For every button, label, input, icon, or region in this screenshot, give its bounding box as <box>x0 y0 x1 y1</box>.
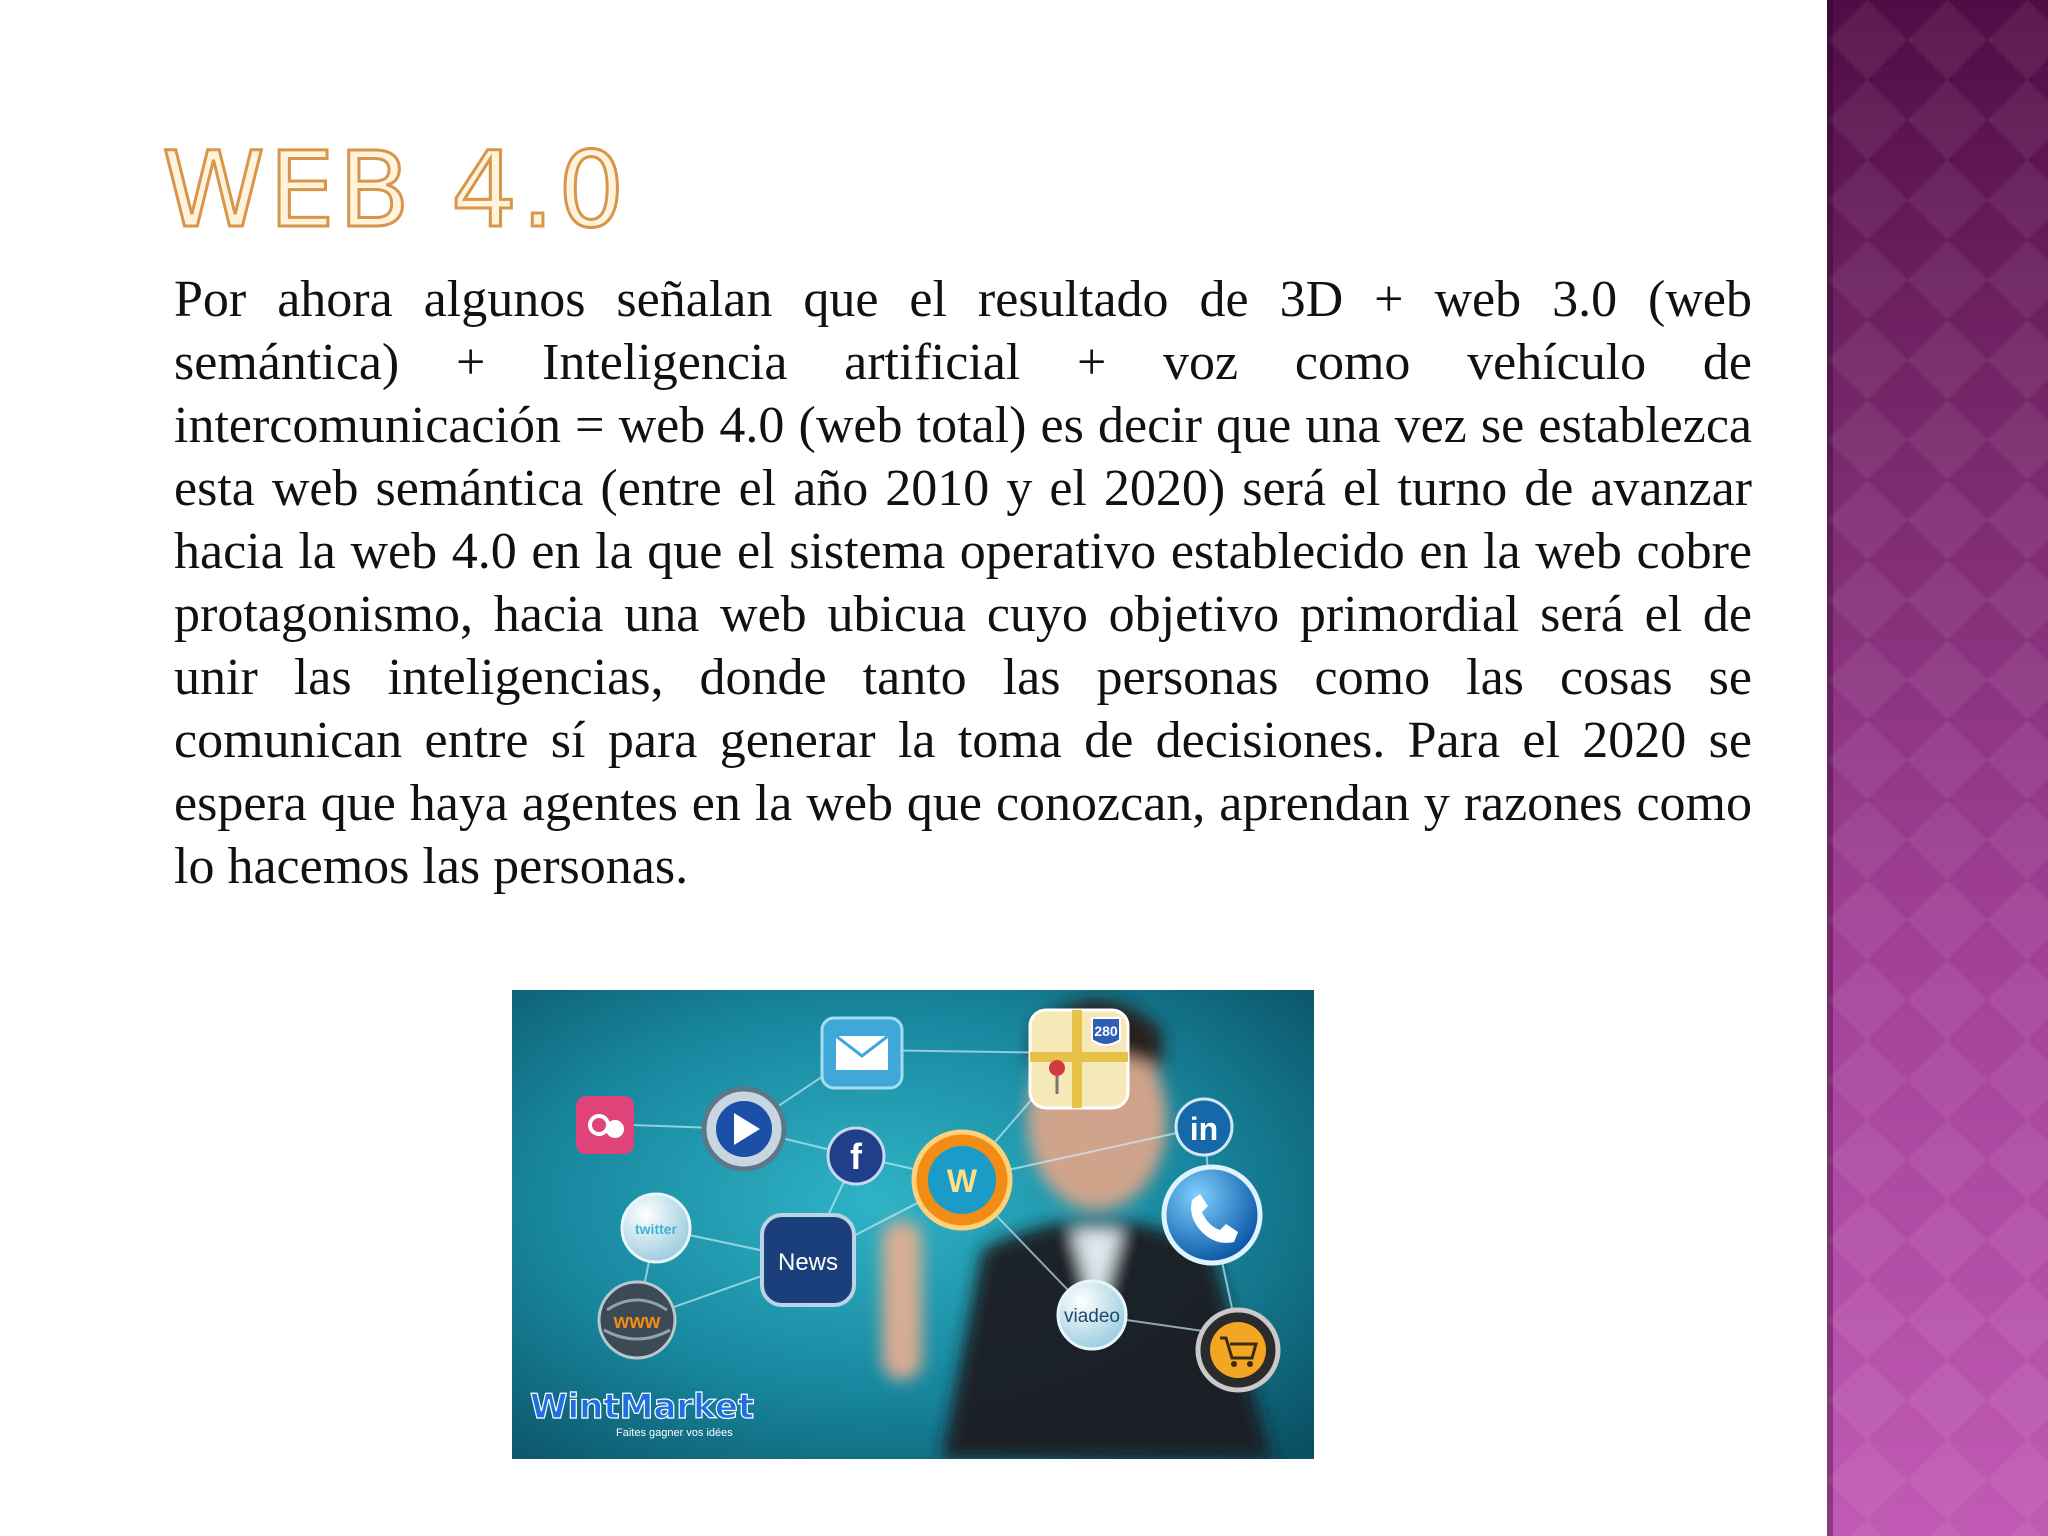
viadeo-icon <box>1058 1281 1126 1349</box>
wintmarket-tagline: Faites gagner vos idées <box>616 1427 733 1439</box>
wintmarket-logo-icon <box>914 1132 1010 1228</box>
svg-text:W: W <box>946 1163 978 1199</box>
diamond-pattern <box>1827 0 2048 1536</box>
maps-icon <box>1030 1010 1128 1108</box>
twitter-icon <box>622 1194 690 1262</box>
globe-www-icon <box>599 1282 675 1358</box>
svg-text:twitter: twitter <box>635 1221 677 1237</box>
phone-icon <box>1164 1167 1260 1263</box>
shopping-cart-icon <box>1198 1310 1278 1390</box>
foursquare-icon <box>576 1096 634 1154</box>
web-network-image <box>512 990 1314 1459</box>
svg-text:f: f <box>850 1136 862 1177</box>
svg-text:News: News <box>777 1249 839 1276</box>
slide-body-text: Por ahora algunos señalan que el resultado de 3D + web 3.0 (web semántica) + Inteligencia artificial + voz como vehículo de intercomunicación = web 4.0 (web total) es decir que una vez se establezca esta web semántica (entre el año 2010 y el 2020) será el turno de avanzar hacia la web 4.0 en la que el sistema operativo establecido en la web cobre protagonismo, hacia una web ubicua cuyo objetivo primordial será el de unir las inteligencias, donde tanto las personas como las cosas se comunican entre sí para generar la toma de decisiones. Para el 2020 se espera que haya agentes en la web que conozcan, aprendan y razones como lo hacemos las personas. <box>174 271 1752 895</box>
facebook-icon <box>828 1128 884 1184</box>
news-icon <box>762 1215 854 1305</box>
svg-text:viadeo: viadeo <box>1064 1306 1120 1327</box>
mail-icon <box>822 1018 902 1088</box>
linkedin-icon <box>1176 1099 1232 1155</box>
decorative-sidebar <box>1827 0 2048 1536</box>
svg-text:in: in <box>1189 1111 1219 1147</box>
wintmarket-logo-text: WintMarket <box>530 1387 755 1427</box>
svg-text:www: www <box>613 1311 661 1333</box>
svg-text:280: 280 <box>1094 1023 1118 1039</box>
slide-title: WEB 4.0 <box>162 129 629 251</box>
play-icon <box>704 1089 784 1169</box>
